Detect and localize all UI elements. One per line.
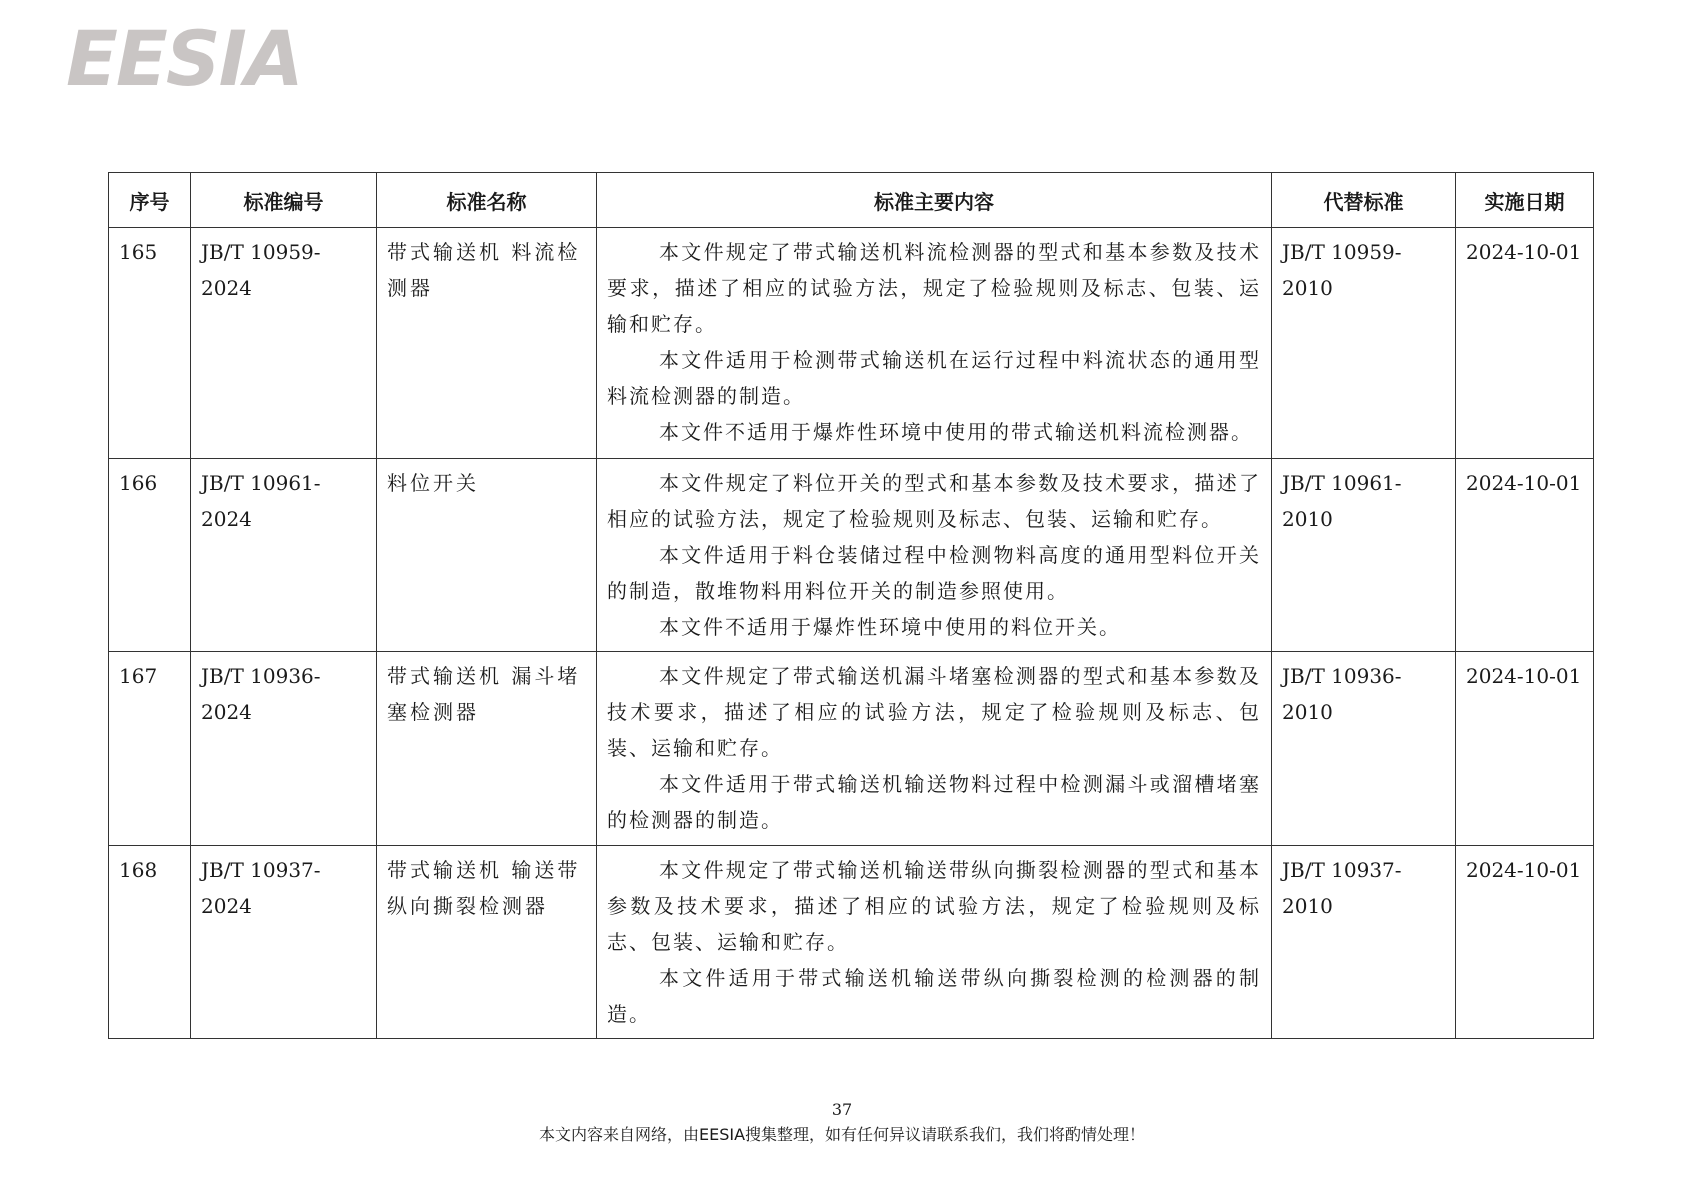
content-paragraph: 本文件适用于带式输送机输送物料过程中检测漏斗或溜槽堵塞的检测器的制造。 xyxy=(607,772,1261,832)
content-paragraph: 本文件规定了带式输送机漏斗堵塞检测器的型式和基本参数及技术要求，描述了相应的试验方法，规定了检验规则及标志、包装、运输和贮存。 xyxy=(607,664,1261,760)
header-code: 标准编号 xyxy=(191,173,377,228)
header-name: 标准名称 xyxy=(377,173,597,228)
table-row xyxy=(109,652,1594,846)
header-content: 标准主要内容 xyxy=(597,173,1272,228)
content-paragraph: 本文件不适用于爆炸性环境中使用的料位开关。 xyxy=(659,615,1121,639)
row-code: JB/T 10959-2024 xyxy=(191,228,377,459)
row-name: 料位开关 xyxy=(377,459,597,652)
row-content xyxy=(597,459,1272,652)
content-paragraph: 本文件不适用于爆炸性环境中使用的带式输送机料流检测器。 xyxy=(659,420,1253,444)
row-replaced: JB/T 10936-2010 xyxy=(1272,652,1456,846)
content-paragraph: 本文件适用于检测带式输送机在运行过程中料流状态的通用型料流检测器的制造。 xyxy=(607,348,1261,408)
content-paragraph: 本文件规定了带式输送机输送带纵向撕裂检测器的型式和基本参数及技术要求，描述了相应的试验方法，规定了检验规则及标志、包装、运输和贮存。 xyxy=(607,858,1261,954)
table-row xyxy=(109,228,1594,459)
row-code: JB/T 10937-2024 xyxy=(191,846,377,1039)
row-code: JB/T 10936-2024 xyxy=(191,652,377,846)
row-serial: 168 xyxy=(109,846,191,1039)
footer-note: 本文内容来自网络，由EESIA搜集整理，如有任何异议请联系我们，我们将酌情处理！ xyxy=(538,1125,1146,1144)
row-name: 带式输送机 料流检测器 xyxy=(377,228,597,459)
header-date: 实施日期 xyxy=(1456,173,1594,228)
header-replaced: 代替标准 xyxy=(1272,173,1456,228)
row-serial: 165 xyxy=(109,228,191,459)
row-replaced: JB/T 10937-2010 xyxy=(1272,846,1456,1039)
row-date: 2024-10-01 xyxy=(1456,228,1594,459)
table-row xyxy=(109,459,1594,652)
row-date: 2024-10-01 xyxy=(1456,846,1594,1039)
row-content xyxy=(597,652,1272,846)
content-paragraph: 本文件规定了带式输送机料流检测器的型式和基本参数及技术要求，描述了相应的试验方法，规定了检验规则及标志、包装、运输和贮存。 xyxy=(607,240,1261,336)
content-paragraph: 本文件规定了料位开关的型式和基本参数及技术要求，描述了相应的试验方法，规定了检验规则及标志、包装、运输和贮存。 xyxy=(607,471,1261,531)
header-serial: 序号 xyxy=(109,173,191,228)
row-date: 2024-10-01 xyxy=(1456,459,1594,652)
table-header-row xyxy=(109,173,1594,228)
standards-table xyxy=(108,172,1594,1039)
row-date: 2024-10-01 xyxy=(1456,652,1594,846)
table-row xyxy=(109,846,1594,1039)
row-content xyxy=(597,846,1272,1039)
row-serial: 167 xyxy=(109,652,191,846)
page-number: 37 xyxy=(831,1100,853,1119)
row-name: 带式输送机 输送带纵向撕裂检测器 xyxy=(377,846,597,1039)
row-serial: 166 xyxy=(109,459,191,652)
row-name: 带式输送机 漏斗堵塞检测器 xyxy=(377,652,597,846)
row-replaced: JB/T 10961-2010 xyxy=(1272,459,1456,652)
row-replaced: JB/T 10959-2010 xyxy=(1272,228,1456,459)
row-code: JB/T 10961-2024 xyxy=(191,459,377,652)
row-content xyxy=(597,228,1272,459)
eesia-logo: EESIA xyxy=(66,14,302,103)
content-paragraph: 本文件适用于料仓装储过程中检测物料高度的通用型料位开关的制造，散堆物料用料位开关的制造参照使用。 xyxy=(607,543,1261,603)
content-paragraph: 本文件适用于带式输送机输送带纵向撕裂检测的检测器的制造。 xyxy=(607,966,1261,1026)
